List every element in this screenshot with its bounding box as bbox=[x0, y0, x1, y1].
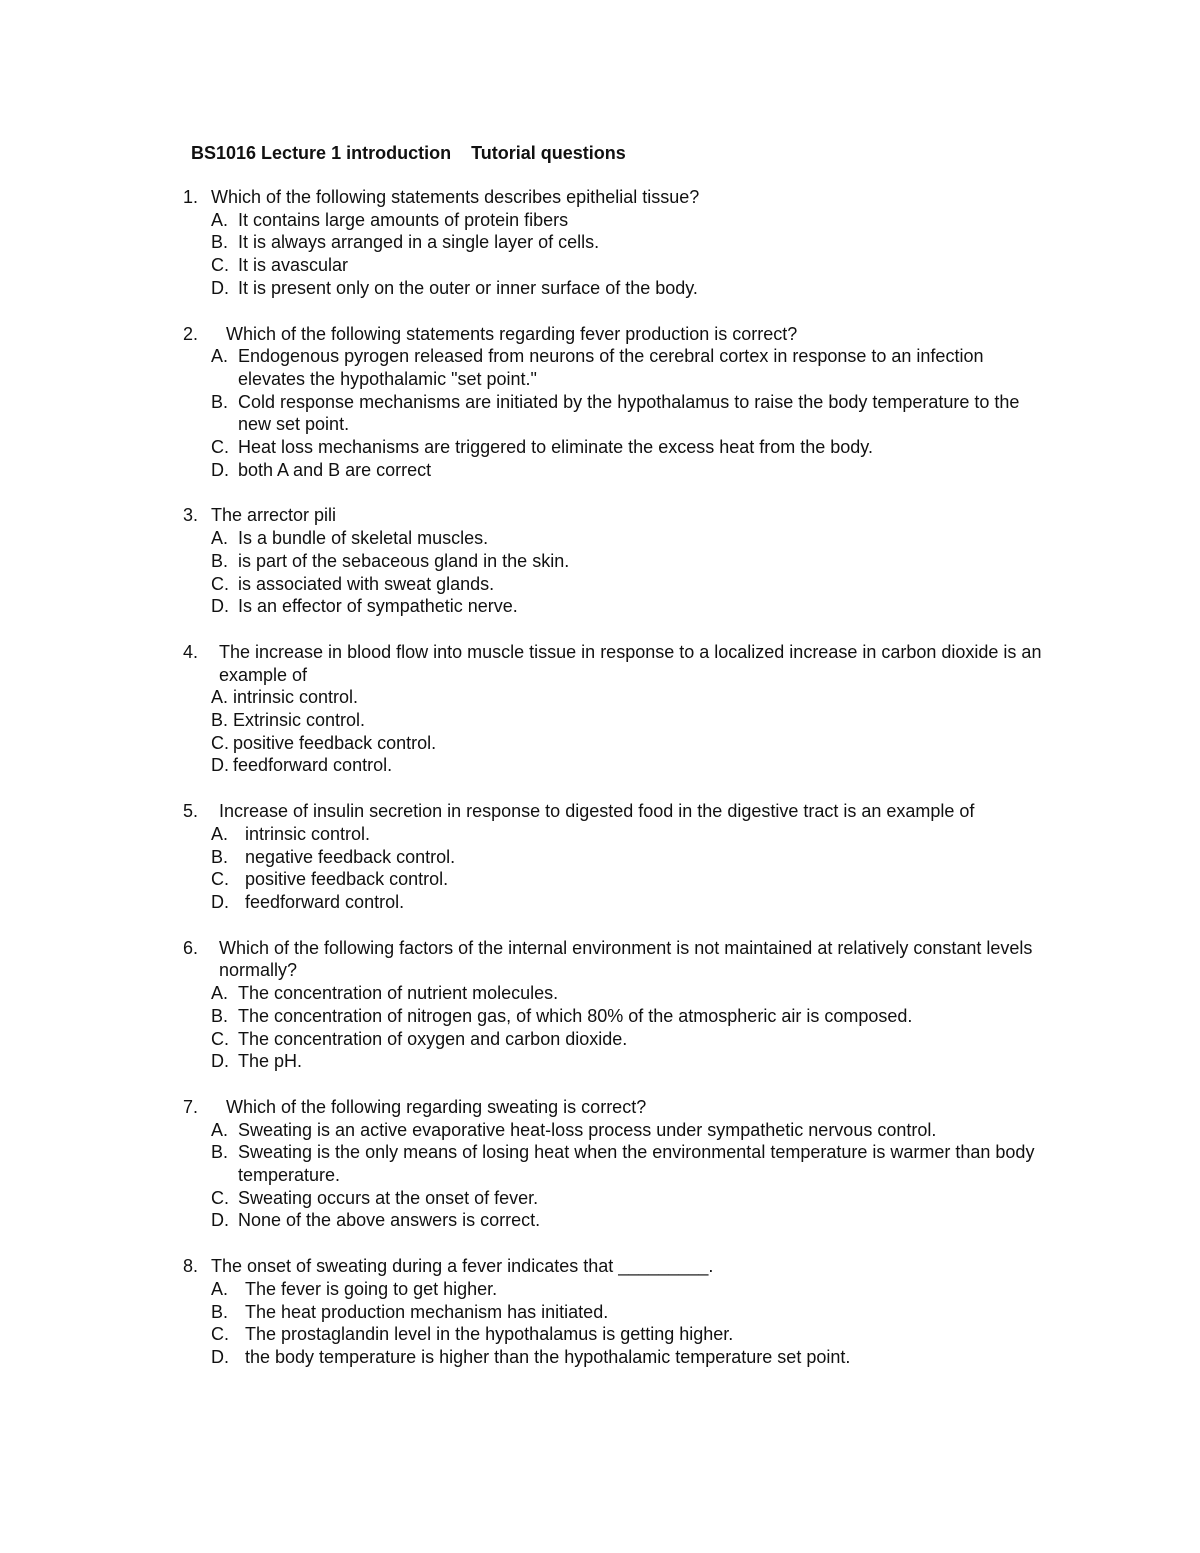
option-list bbox=[211, 527, 1050, 618]
option-letter: A. bbox=[211, 983, 229, 1004]
option-text: It contains large amounts of protein fibers bbox=[238, 209, 569, 230]
question-text: Which of the following factors of the internal environment is not maintained at relatively constant levels normally? bbox=[219, 937, 1033, 981]
option-text: negative feedback control. bbox=[245, 846, 456, 867]
option-text: It is always arranged in a single layer of cells. bbox=[238, 232, 600, 253]
option-letter: D. bbox=[211, 1346, 229, 1367]
option-text: Sweating occurs at the onset of fever. bbox=[238, 1187, 539, 1208]
question-number: 8. bbox=[183, 1256, 199, 1277]
option-text: The fever is going to get higher. bbox=[245, 1278, 498, 1299]
option-text: The concentration of nutrient molecules. bbox=[238, 983, 559, 1004]
title-section: Tutorial questions bbox=[471, 143, 626, 163]
option-text: Sweating is an active evaporative heat-loss process under sympathetic nervous control. bbox=[238, 1119, 937, 1140]
option-text: feedforward control. bbox=[233, 755, 393, 776]
question-text: The arrector pili bbox=[211, 505, 337, 526]
option-text: feedforward control. bbox=[245, 891, 405, 912]
option-a bbox=[211, 527, 1050, 550]
option-list bbox=[211, 686, 1050, 777]
option-d bbox=[211, 277, 1050, 300]
option-letter: D. bbox=[211, 1210, 229, 1231]
option-letter: C. bbox=[211, 869, 229, 890]
option-list bbox=[211, 982, 1050, 1073]
option-list bbox=[211, 345, 1050, 481]
question-8 bbox=[183, 1255, 1050, 1369]
option-text: Heat loss mechanisms are triggered to eliminate the excess heat from the body. bbox=[238, 437, 873, 458]
option-list bbox=[211, 209, 1050, 300]
option-letter: B. bbox=[211, 1301, 229, 1322]
option-b bbox=[211, 1141, 1050, 1186]
question-2 bbox=[183, 323, 1050, 482]
option-letter: A. bbox=[211, 1119, 229, 1140]
option-letter: C. bbox=[211, 573, 229, 594]
option-letter: A. bbox=[211, 1278, 229, 1299]
question-text: The increase in blood flow into muscle tissue in response to a localized increase in carbon dioxide is an example of bbox=[219, 641, 1042, 685]
question-number: 6. bbox=[183, 937, 199, 958]
question-5 bbox=[183, 800, 1050, 914]
option-a bbox=[211, 823, 1050, 846]
option-text: the body temperature is higher than the hypothalamic temperature set point. bbox=[245, 1346, 851, 1367]
option-c bbox=[211, 1323, 1050, 1346]
question-text: Increase of insulin secretion in response to digested food in the digestive tract is an example of bbox=[219, 801, 975, 822]
option-text: Endogenous pyrogen released from neurons of the cerebral cortex in response to an infection elevates the hypothalamic "set point." bbox=[238, 346, 984, 389]
question-6 bbox=[183, 937, 1050, 1073]
option-c bbox=[211, 732, 1050, 755]
option-letter: D. bbox=[211, 1051, 229, 1072]
option-a bbox=[211, 1119, 1050, 1142]
option-text: The heat production mechanism has initiated. bbox=[245, 1301, 609, 1322]
option-text: It is avascular bbox=[238, 255, 349, 276]
option-a bbox=[211, 686, 1050, 709]
option-d bbox=[211, 891, 1050, 914]
option-text: intrinsic control. bbox=[233, 687, 359, 708]
option-d bbox=[211, 1050, 1050, 1073]
option-text: is part of the sebaceous gland in the skin. bbox=[238, 550, 570, 571]
option-text: The prostaglandin level in the hypothalamus is getting higher. bbox=[245, 1324, 734, 1345]
option-b bbox=[211, 709, 1050, 732]
option-text: The pH. bbox=[238, 1051, 303, 1072]
question-1 bbox=[183, 186, 1050, 300]
option-letter: D. bbox=[211, 277, 229, 298]
option-a bbox=[211, 1278, 1050, 1301]
option-letter: B. bbox=[211, 1142, 229, 1163]
question-text: Which of the following statements regarding fever production is correct? bbox=[226, 323, 798, 344]
question-number: 5. bbox=[183, 801, 199, 822]
option-b bbox=[211, 231, 1050, 254]
option-a bbox=[211, 209, 1050, 232]
option-b bbox=[211, 1301, 1050, 1324]
option-text: intrinsic control. bbox=[245, 823, 371, 844]
option-letter: D. bbox=[211, 459, 229, 480]
option-text: The concentration of nitrogen gas, of which 80% of the atmospheric air is composed. bbox=[238, 1005, 913, 1026]
option-d bbox=[211, 1346, 1050, 1369]
option-d bbox=[211, 595, 1050, 618]
option-letter: B. bbox=[211, 232, 229, 253]
option-c bbox=[211, 868, 1050, 891]
option-text: None of the above answers is correct. bbox=[238, 1210, 541, 1231]
option-b bbox=[211, 391, 1050, 436]
option-letter: C. bbox=[211, 1187, 229, 1208]
option-text: Is a bundle of skeletal muscles. bbox=[238, 528, 489, 549]
option-text: positive feedback control. bbox=[245, 869, 449, 890]
option-text: The concentration of oxygen and carbon dioxide. bbox=[238, 1028, 628, 1049]
option-letter: B. bbox=[211, 391, 229, 412]
option-list bbox=[211, 1119, 1050, 1233]
option-b bbox=[211, 846, 1050, 869]
option-letter: C. bbox=[211, 1324, 229, 1345]
question-number: 7. bbox=[183, 1096, 199, 1117]
question-7 bbox=[183, 1096, 1050, 1232]
document-title bbox=[191, 141, 1050, 165]
option-a bbox=[211, 982, 1050, 1005]
option-d bbox=[211, 459, 1050, 482]
option-text: positive feedback control. bbox=[233, 732, 437, 753]
option-text: Is an effector of sympathetic nerve. bbox=[238, 596, 518, 617]
question-number: 1. bbox=[183, 187, 199, 207]
question-4 bbox=[183, 641, 1050, 777]
option-letter: A. bbox=[211, 823, 229, 844]
option-letter: A. bbox=[211, 528, 229, 549]
question-number: 3. bbox=[183, 505, 199, 526]
option-c bbox=[211, 254, 1050, 277]
option-c bbox=[211, 1028, 1050, 1051]
option-b bbox=[211, 1005, 1050, 1028]
title-course: BS1016 Lecture 1 introduction bbox=[191, 143, 452, 163]
option-letter: A. bbox=[211, 209, 229, 230]
option-c bbox=[211, 436, 1050, 459]
option-d bbox=[211, 754, 1050, 777]
option-list bbox=[211, 823, 1050, 914]
option-text: It is present only on the outer or inner surface of the body. bbox=[238, 277, 698, 298]
option-letter: D. bbox=[211, 596, 229, 617]
option-letter: C. bbox=[211, 1028, 229, 1049]
question-number: 4. bbox=[183, 641, 199, 662]
question-3 bbox=[183, 504, 1050, 618]
option-letter: C. bbox=[211, 732, 229, 753]
option-letter: C. bbox=[211, 437, 229, 458]
option-list bbox=[211, 1278, 1050, 1369]
option-letter: A. bbox=[211, 687, 229, 708]
option-text: Extrinsic control. bbox=[233, 710, 366, 731]
option-letter: B. bbox=[211, 710, 229, 731]
question-number: 2. bbox=[183, 323, 199, 344]
option-text: Sweating is the only means of losing heat when the environmental temperature is warmer than body temperature. bbox=[238, 1142, 1035, 1186]
option-letter: C. bbox=[211, 255, 229, 276]
option-letter: A. bbox=[211, 346, 229, 367]
option-a bbox=[211, 345, 1050, 390]
option-letter: D. bbox=[211, 755, 229, 776]
question-text: Which of the following statements describes epithelial tissue? bbox=[211, 187, 700, 207]
option-letter: D. bbox=[211, 891, 229, 912]
question-text: The onset of sweating during a fever indicates that _________. bbox=[211, 1256, 714, 1277]
option-letter: B. bbox=[211, 846, 229, 867]
option-text: is associated with sweat glands. bbox=[238, 573, 495, 594]
question-text: Which of the following regarding sweating is correct? bbox=[226, 1096, 647, 1117]
option-letter: B. bbox=[211, 550, 229, 571]
option-d bbox=[211, 1209, 1050, 1232]
option-text: Cold response mechanisms are initiated by the hypothalamus to raise the body temperature to the new set point. bbox=[238, 391, 1020, 435]
option-b bbox=[211, 550, 1050, 573]
option-c bbox=[211, 1187, 1050, 1210]
option-text: both A and B are correct bbox=[238, 459, 432, 480]
option-c bbox=[211, 573, 1050, 596]
option-letter: B. bbox=[211, 1005, 229, 1026]
